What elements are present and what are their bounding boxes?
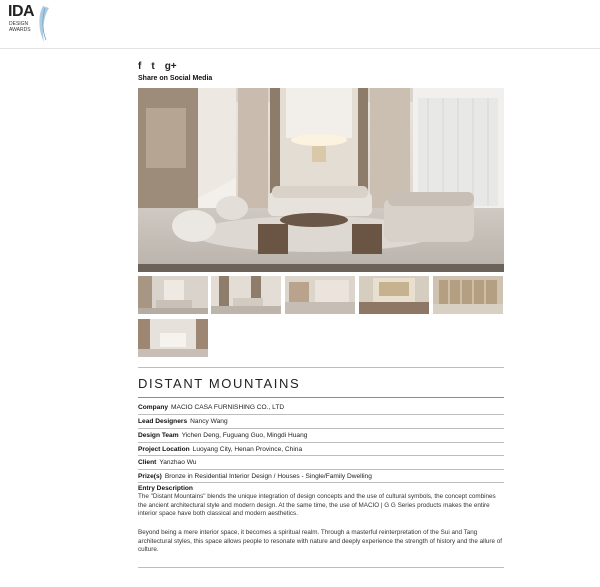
ida-logo[interactable]	[8, 4, 52, 44]
thumbnail-image	[138, 276, 208, 314]
thumbnail-4[interactable]	[359, 276, 429, 314]
thumbnail-image	[359, 276, 429, 314]
field-label: Lead Designers	[138, 418, 188, 425]
thumbnail-image	[433, 276, 503, 314]
field-divider	[138, 469, 504, 470]
thumbnail-image	[211, 276, 281, 314]
logo-line2: AWARDS	[9, 27, 31, 33]
logo-brand: IDA	[8, 3, 35, 20]
thumbnail-image	[285, 276, 355, 314]
share-label: Share on Social Media	[138, 75, 213, 82]
thumbnail-image	[138, 319, 208, 357]
field-label: Prize(s)	[138, 473, 162, 480]
field-divider	[138, 414, 504, 415]
field-divider	[138, 428, 504, 429]
field-value: Yanzhao Wu	[159, 459, 197, 466]
google-plus-icon[interactable]: g+	[164, 60, 177, 72]
title-divider-bottom	[138, 397, 504, 398]
field-lead-designers	[138, 417, 504, 426]
field-value: Luoyang City, Henan Province, China	[192, 446, 303, 453]
field-label: Company	[138, 404, 169, 411]
description-paragraph-2: Beyond being a mere interior space, it becomes a spiritual realm. Through a masterful reinterpretation of the Sui and Tang architectural styles, this space allows people to resonate with nature and deeply experience the strength of history and the allure of culture.	[138, 529, 503, 554]
project-title: DISTANT MOUNTAINS	[138, 376, 301, 391]
field-prizes	[138, 472, 504, 481]
description-label: Entry Description	[138, 485, 193, 492]
field-divider	[138, 482, 504, 483]
field-company	[138, 403, 504, 412]
facebook-icon[interactable]: f	[138, 60, 142, 72]
field-label: Client	[138, 459, 157, 466]
field-value: Nancy Wang	[190, 418, 228, 425]
description-paragraph-1: The "Distant Mountains" blends the unique integration of design concepts and the use of cultural symbols, the concept combines the ancient architectural style and modern design. At the same time, the use of MACIO | G G Series products makes the entire interior space have both classical and modern aesthetics.	[138, 493, 496, 518]
thumbnail-5[interactable]	[433, 276, 503, 314]
logo-swoosh-icon	[34, 4, 52, 44]
field-value: Bronze in Residential Interior Design / Houses - Single/Family Dwelling	[164, 473, 372, 480]
twitter-icon[interactable]: t	[151, 60, 155, 72]
field-divider	[138, 455, 504, 456]
description-divider	[138, 567, 504, 568]
thumbnail-6[interactable]	[138, 319, 208, 357]
social-links	[138, 60, 504, 72]
field-project-location	[138, 445, 504, 454]
logo-line1: DESIGN	[9, 21, 29, 27]
title-divider-top	[138, 367, 504, 368]
field-value: MACIO CASA FURNISHING CO., LTD	[171, 404, 285, 411]
field-label: Project Location	[138, 446, 190, 453]
field-label: Design Team	[138, 432, 179, 439]
field-value: Yichen Deng, Fuguang Guo, Mingdi Huang	[181, 432, 308, 439]
field-client	[138, 458, 504, 467]
thumbnail-3[interactable]	[285, 276, 355, 314]
hero-image[interactable]	[138, 88, 504, 272]
living-room-image	[138, 88, 504, 272]
field-design-team	[138, 431, 504, 440]
thumbnail-2[interactable]	[211, 276, 281, 314]
field-divider	[138, 442, 504, 443]
thumbnail-1[interactable]	[138, 276, 208, 314]
site-header	[0, 0, 600, 49]
